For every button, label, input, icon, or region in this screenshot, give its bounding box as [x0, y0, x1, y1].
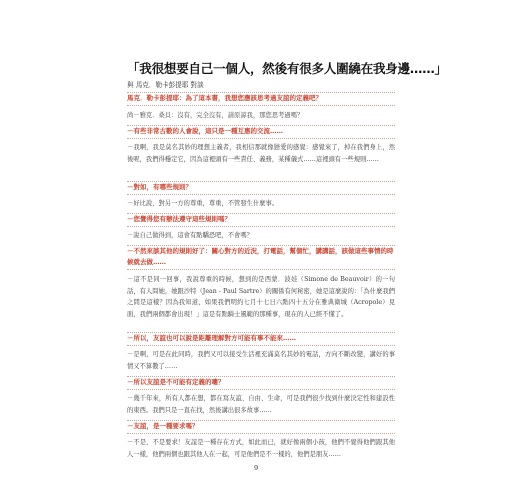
- answer: －是啊，可是在此同時，我們又可以接受生活裡充滿莫名其妙的電話，方向不斷改變，講好的事情又不算數了……: [127, 351, 395, 370]
- answer: －說自己做得到，這會有點驕恐吧，不會嗎？: [127, 232, 253, 239]
- question: －不然來談其他的規則好了：關心對方的近況，打電話，幫個忙，講講話，該做這些事情的時候就去做……: [127, 247, 394, 266]
- question: －所以，友誼也可以說是距離理解對方可能有事不能來……: [127, 334, 296, 342]
- question: －對如，有哪些規則？: [127, 183, 192, 191]
- divider: [127, 226, 395, 227]
- divider: [127, 194, 395, 195]
- divider: [127, 389, 395, 390]
- question: －所以友誼是不可能有定義的嘍？: [127, 378, 225, 386]
- question: －您覺得您有辦法遵守這些規則嗎？: [127, 215, 231, 223]
- answer: －不是，不是要求！友誼是一種存在方式，如此而已，就好像兩個小孩，他們不覺得他們跟其他人一樣，他們兩個也跟其他人在一起，可是他們是不一樣的，他們是朋友……: [127, 439, 395, 458]
- divider: [127, 138, 395, 139]
- divider: [127, 105, 395, 106]
- answer: －這不是同一回事，我說尊重的時候，想到的是西蒙．波娃（Simone de Beauvoir）的一句話，有人問她，她跟沙特（Jean - Paul Sartre）的關係有何秘密，她是這麼說的：「為什麼我們之間是這樣？因為我知道，如果我們明約七月十七日六點四十五分在雅典衛城（Acropole）見面，我們兩個都會出現！」這是有點騎士風範的那種事，現在的人已經不懂了。: [127, 276, 395, 318]
- answer: 尚－雅克．桑貝：沒有，完全沒有，請原諒我，那您思考過嗎？: [127, 112, 304, 119]
- question: －有些非常古數的人會說，這只是一種互惠的交流……: [127, 127, 283, 135]
- answer: －好比說，對另一方的尊重，尊重，不管發生什麼事。: [127, 200, 279, 207]
- page-title: 「我很想要自己一個人，然後有很多人圍繞在我身邊……」: [127, 61, 447, 76]
- divider: [127, 345, 395, 346]
- divider: [127, 269, 395, 270]
- answer: －我啊，我是莫名其妙的理想主義者，我相信那就像戀愛的感覺：感覺來了，掉在我們身上，然後呢，我們得穩定它，因為這裡頭有一些責任、義務，某種儀式……這裡頭有一些規則……: [127, 144, 395, 163]
- byline: 與 馬克．勒卡彭提耶 對談: [127, 81, 204, 89]
- question: －友誼，是一種要求嗎？: [127, 422, 199, 430]
- page-number: 9: [254, 464, 259, 472]
- answer: －幾千年來，所有人都在想，都在寫友誼、自由、生命，可是我們很少找到什麼決定性和建設性的東西。我們只是一直在找，然後講出很多故事……: [127, 395, 395, 414]
- divider: [127, 433, 395, 434]
- question: 馬克．勒卡彭提耶：為了這本書，我想您應該思考過友誼的定義吧？: [127, 94, 322, 102]
